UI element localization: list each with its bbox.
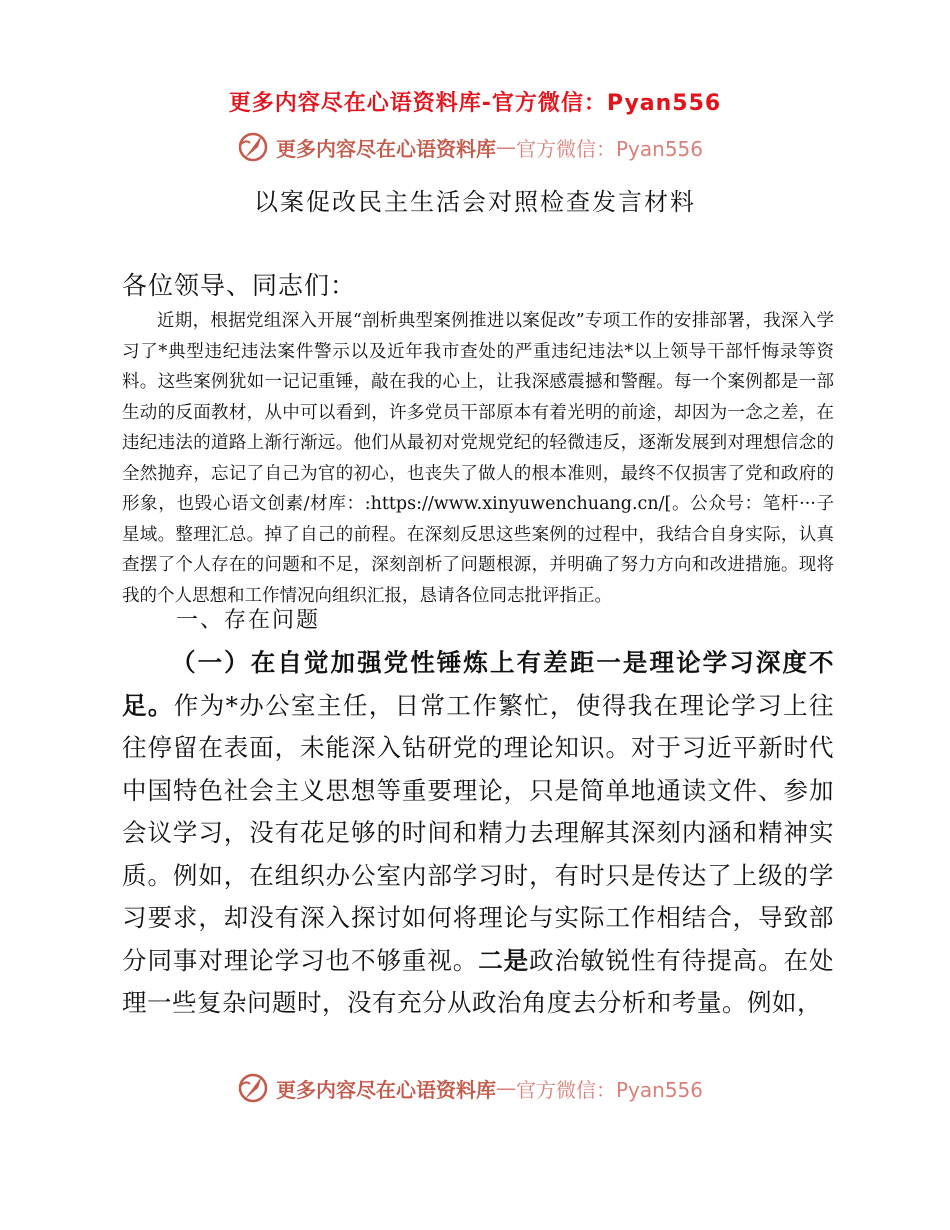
watermark-main-text: 更多内容尽在心语资料库 bbox=[276, 1077, 496, 1102]
red-banner-text: 更多内容尽在心语资料库-官方微信：Pyan556 bbox=[228, 91, 722, 116]
intro-paragraph: 近期，根据党组深入开展“剖析典型案例推进以案促改”专项工作的安排部署，我深入学习了*典型违纪违法案件警示以及近年我市查处的严重违纪违法*以上领导干部忏悔录等资料。这些案例犹如一记记重锤，敲在我的心上，让我深感震撼和警醒。每一个案例都是一部生动的反面教材，从中可以看到，许多党员干部原本有着光明的前途，却因为一念之差，在违纪违法的道路上渐行渐远。他们从最初对党规党纪的轻微违反，逐渐发展到对理想信念的全然抛弃，忘记了自己为官的初心，也丧失了做人的根本准则，最终不仅损害了党和政府的形象，也毁心语文创素/材库：:https://www.xinyuwenchuang.cn/[。公众号：笔杆···子星域。整理汇总。掉了自己的前程。在深刻反思这些案例的过程中，我结合自身实际，认真查摆了个人存在的问题和不足，深刻剖析了问题根源，并明确了努力方向和改进措施。现将我的个人思想和工作情况向组织汇报，恳请各位同志批评指正。 bbox=[122, 311, 834, 606]
section-heading: 一、存在问题 bbox=[176, 608, 321, 633]
body-text-part1: 作为*办公室主任，日常工作繁忙，使得我在理论学习上往往停留在表面，未能深入钻研党的理论知识。对于习近平新时代中国特色社会主义思想等重要理论，只是简单地通读文件、参加会议学习，没有花足够的时间和精力去理解其深刻内涵和精神实质。例如，在组织办公室内部学习时，有时只是传达了上级的学习要求，却没有深入探讨如何将理论与实际工作相结合，导致部分同事对理论学习也不够重视。 bbox=[122, 690, 834, 975]
red-promo-banner bbox=[0, 86, 950, 117]
document-title: 以案促改民主生活会对照检查发言材料 bbox=[254, 188, 696, 216]
watermark-bottom bbox=[236, 1068, 703, 1108]
quill-logo-icon bbox=[236, 1070, 272, 1106]
watermark-separator: — bbox=[496, 1076, 516, 1100]
watermark-tail-text: 官方微信：Pyan556 bbox=[516, 136, 704, 161]
watermark-top bbox=[236, 127, 703, 167]
subsection-heading-bold: （一）在自觉加强党性锤炼上有差距一是理论学习深度不足。 bbox=[122, 648, 834, 720]
watermark-tail-text: 官方微信：Pyan556 bbox=[516, 1077, 704, 1102]
watermark-separator: — bbox=[496, 135, 516, 159]
body-bold-marker: 二是 bbox=[478, 945, 530, 975]
salutation: 各位领导、同志们： bbox=[122, 271, 357, 300]
body-paragraph bbox=[122, 642, 834, 1025]
watermark-main-text: 更多内容尽在心语资料库 bbox=[276, 136, 496, 161]
quill-logo-icon bbox=[236, 129, 272, 165]
body-text-part2: 政治敏锐性有待提高。在处理一些复杂问题时，没有充分从政治角度去分析和考量。例如， bbox=[122, 945, 835, 1017]
